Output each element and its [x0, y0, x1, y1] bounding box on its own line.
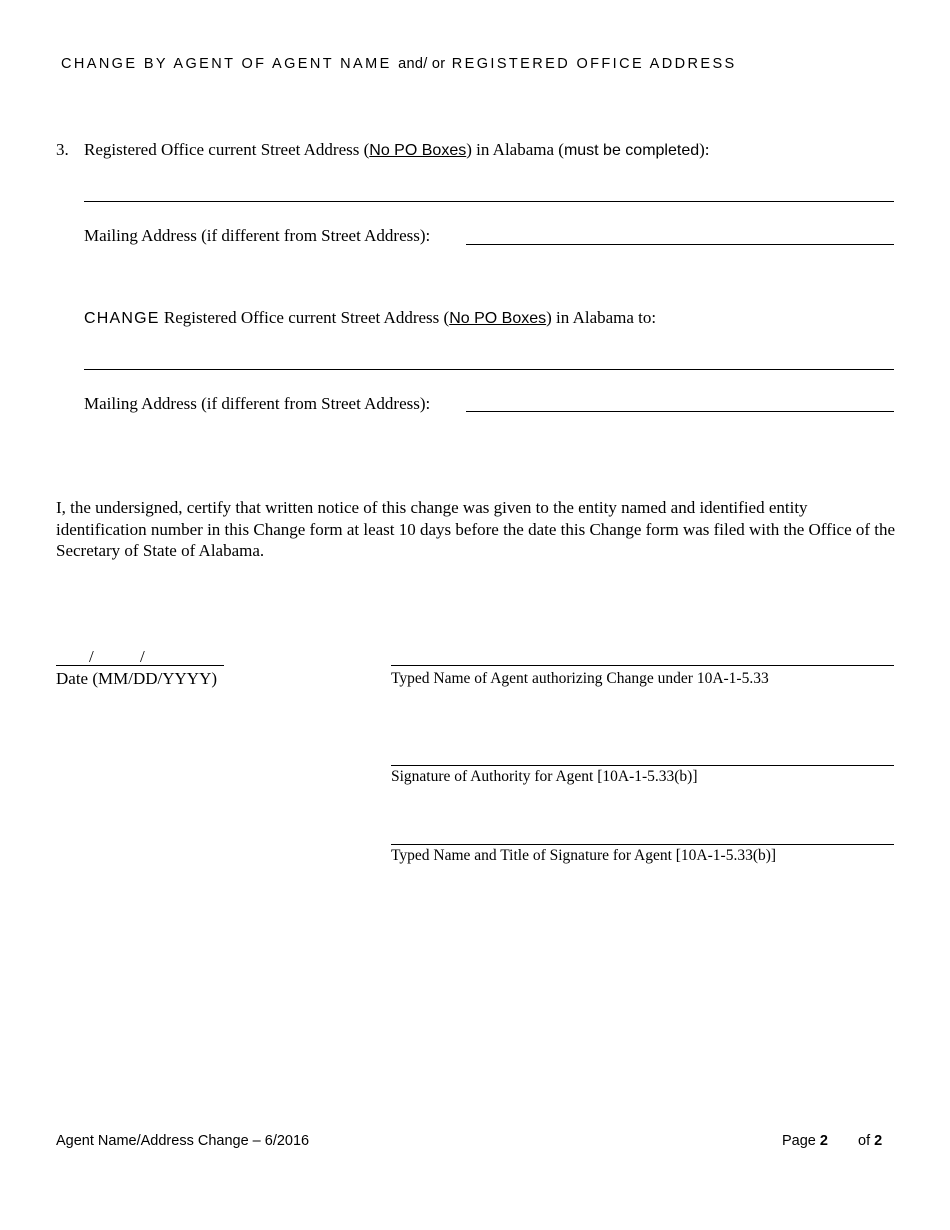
header-part3: REGISTERED OFFICE ADDRESS: [451, 56, 737, 72]
no-po-boxes-note: No PO Boxes: [369, 142, 467, 159]
change-word: CHANGE: [84, 310, 160, 327]
typed-agent-name-field[interactable]: [391, 665, 894, 666]
current-mailing-address-field[interactable]: [466, 244, 894, 245]
change-address-heading: CHANGE Registered Office current Street Address (No PO Boxes) in Alabama to:: [84, 308, 657, 327]
section-3-number: 3.: [56, 140, 69, 159]
date-label: Date (MM/DD/YYYY): [56, 669, 218, 688]
header-part2: and/ or: [398, 56, 446, 72]
header-part1: CHANGE BY AGENT OF AGENT NAME: [61, 56, 392, 72]
signature-field[interactable]: [391, 765, 894, 766]
date-input-field[interactable]: [56, 665, 224, 666]
signature-label: Signature of Authority for Agent [10A-1-5.33(b)]: [391, 768, 698, 785]
date-slash-1: /: [89, 647, 94, 666]
form-header: [61, 56, 737, 72]
typed-title-label: Typed Name and Title of Signature for Agent [10A-1-5.33(b)]: [391, 847, 777, 864]
current-page-number: 2: [819, 1133, 828, 1149]
footer-form-name: Agent Name/Address Change – 6/2016: [56, 1133, 310, 1149]
must-be-completed-note: must be completed: [563, 142, 700, 159]
certification-statement: I, the undersigned, certify that written notice of this change was given to the entity named and identified entity identification number in this Change form at least 10 days before the date this Change form was filed with the Office of the Secretary of State of Alabama.: [56, 498, 896, 560]
new-street-address-field[interactable]: [84, 369, 894, 370]
section-3-heading: Registered Office current Street Address (No PO Boxes) in Alabama (must be completed):: [84, 140, 710, 159]
footer-page-indicator: Page 2 of 2: [782, 1133, 883, 1149]
date-slash-2: /: [140, 647, 145, 666]
no-po-boxes-note: No PO Boxes: [449, 310, 547, 327]
current-street-address-field[interactable]: [84, 201, 894, 202]
new-mailing-address-field[interactable]: [466, 411, 894, 412]
typed-agent-name-label: Typed Name of Agent authorizing Change under 10A-1-5.33: [391, 670, 769, 687]
total-pages-number: 2: [874, 1133, 883, 1149]
current-mailing-address-label: Mailing Address (if different from Street Address):: [84, 226, 431, 245]
new-mailing-address-label: Mailing Address (if different from Street Address):: [84, 394, 431, 413]
typed-title-field[interactable]: [391, 844, 894, 845]
